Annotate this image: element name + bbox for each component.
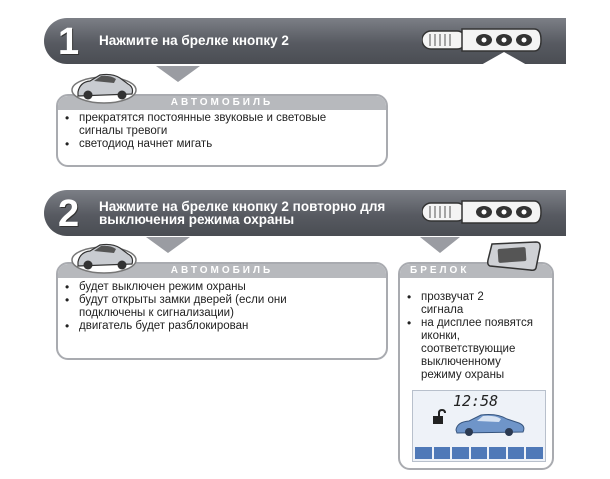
result-list: [404, 291, 544, 382]
box-header: БРЕЛОК: [400, 264, 552, 278]
arrow-down: [420, 237, 460, 253]
list-item: • прекратятся постоянные звуковые и световые сигналы тревоги: [62, 112, 329, 138]
box-header: АВТОМОБИЛЬ: [58, 96, 386, 110]
status-icon: [434, 447, 451, 459]
car-result-box-1: [56, 94, 388, 167]
list-item: • двигатель будет разблокирован: [62, 320, 380, 333]
bar-notch: [481, 52, 527, 65]
box-header: АВТОМОБИЛЬ: [58, 264, 386, 278]
key-fob-icon: [422, 27, 542, 53]
car-icon: [453, 412, 527, 438]
unlock-icon: [431, 409, 447, 425]
arrow-down: [156, 66, 200, 82]
car-icon: [70, 70, 138, 104]
status-icon: [452, 447, 469, 459]
status-icon: [471, 447, 488, 459]
lcd-time: 12:58: [453, 392, 499, 410]
status-icon: [508, 447, 525, 459]
step-instruction-line-1: Нажмите на брелке кнопку 2 повторно для: [99, 199, 386, 214]
status-icon: [489, 447, 506, 459]
key-fob-icon: [486, 240, 542, 272]
fob-result-box: [398, 262, 554, 470]
list-item: • будет выключен режим охраны: [62, 281, 380, 294]
status-icon: [526, 447, 543, 459]
list-item: • будут открыты замки дверей (если они подключены к сигнализации): [62, 294, 349, 320]
step-number: 1: [58, 21, 80, 63]
step-2-bar: [44, 190, 566, 236]
list-item: • на дисплее появятся иконки, соответствующие выключенному режиму охраны: [404, 317, 541, 382]
car-icon: [70, 240, 138, 274]
lcd-display: [412, 390, 546, 462]
lcd-status-icons: [415, 447, 543, 459]
step-number: 2: [58, 193, 80, 235]
step-instruction-line-2: выключения режима охраны: [99, 212, 295, 227]
result-list: [62, 112, 380, 151]
car-result-box-2: [56, 262, 388, 360]
step-instruction: Нажмите на брелке кнопку 2: [99, 33, 289, 48]
list-item: • прозвучат 2 сигнала: [404, 291, 521, 317]
result-list: [62, 281, 380, 333]
arrow-down: [146, 237, 190, 253]
status-icon: [415, 447, 432, 459]
list-item: • светодиод начнет мигать: [62, 138, 380, 151]
key-fob-icon: [422, 199, 542, 225]
